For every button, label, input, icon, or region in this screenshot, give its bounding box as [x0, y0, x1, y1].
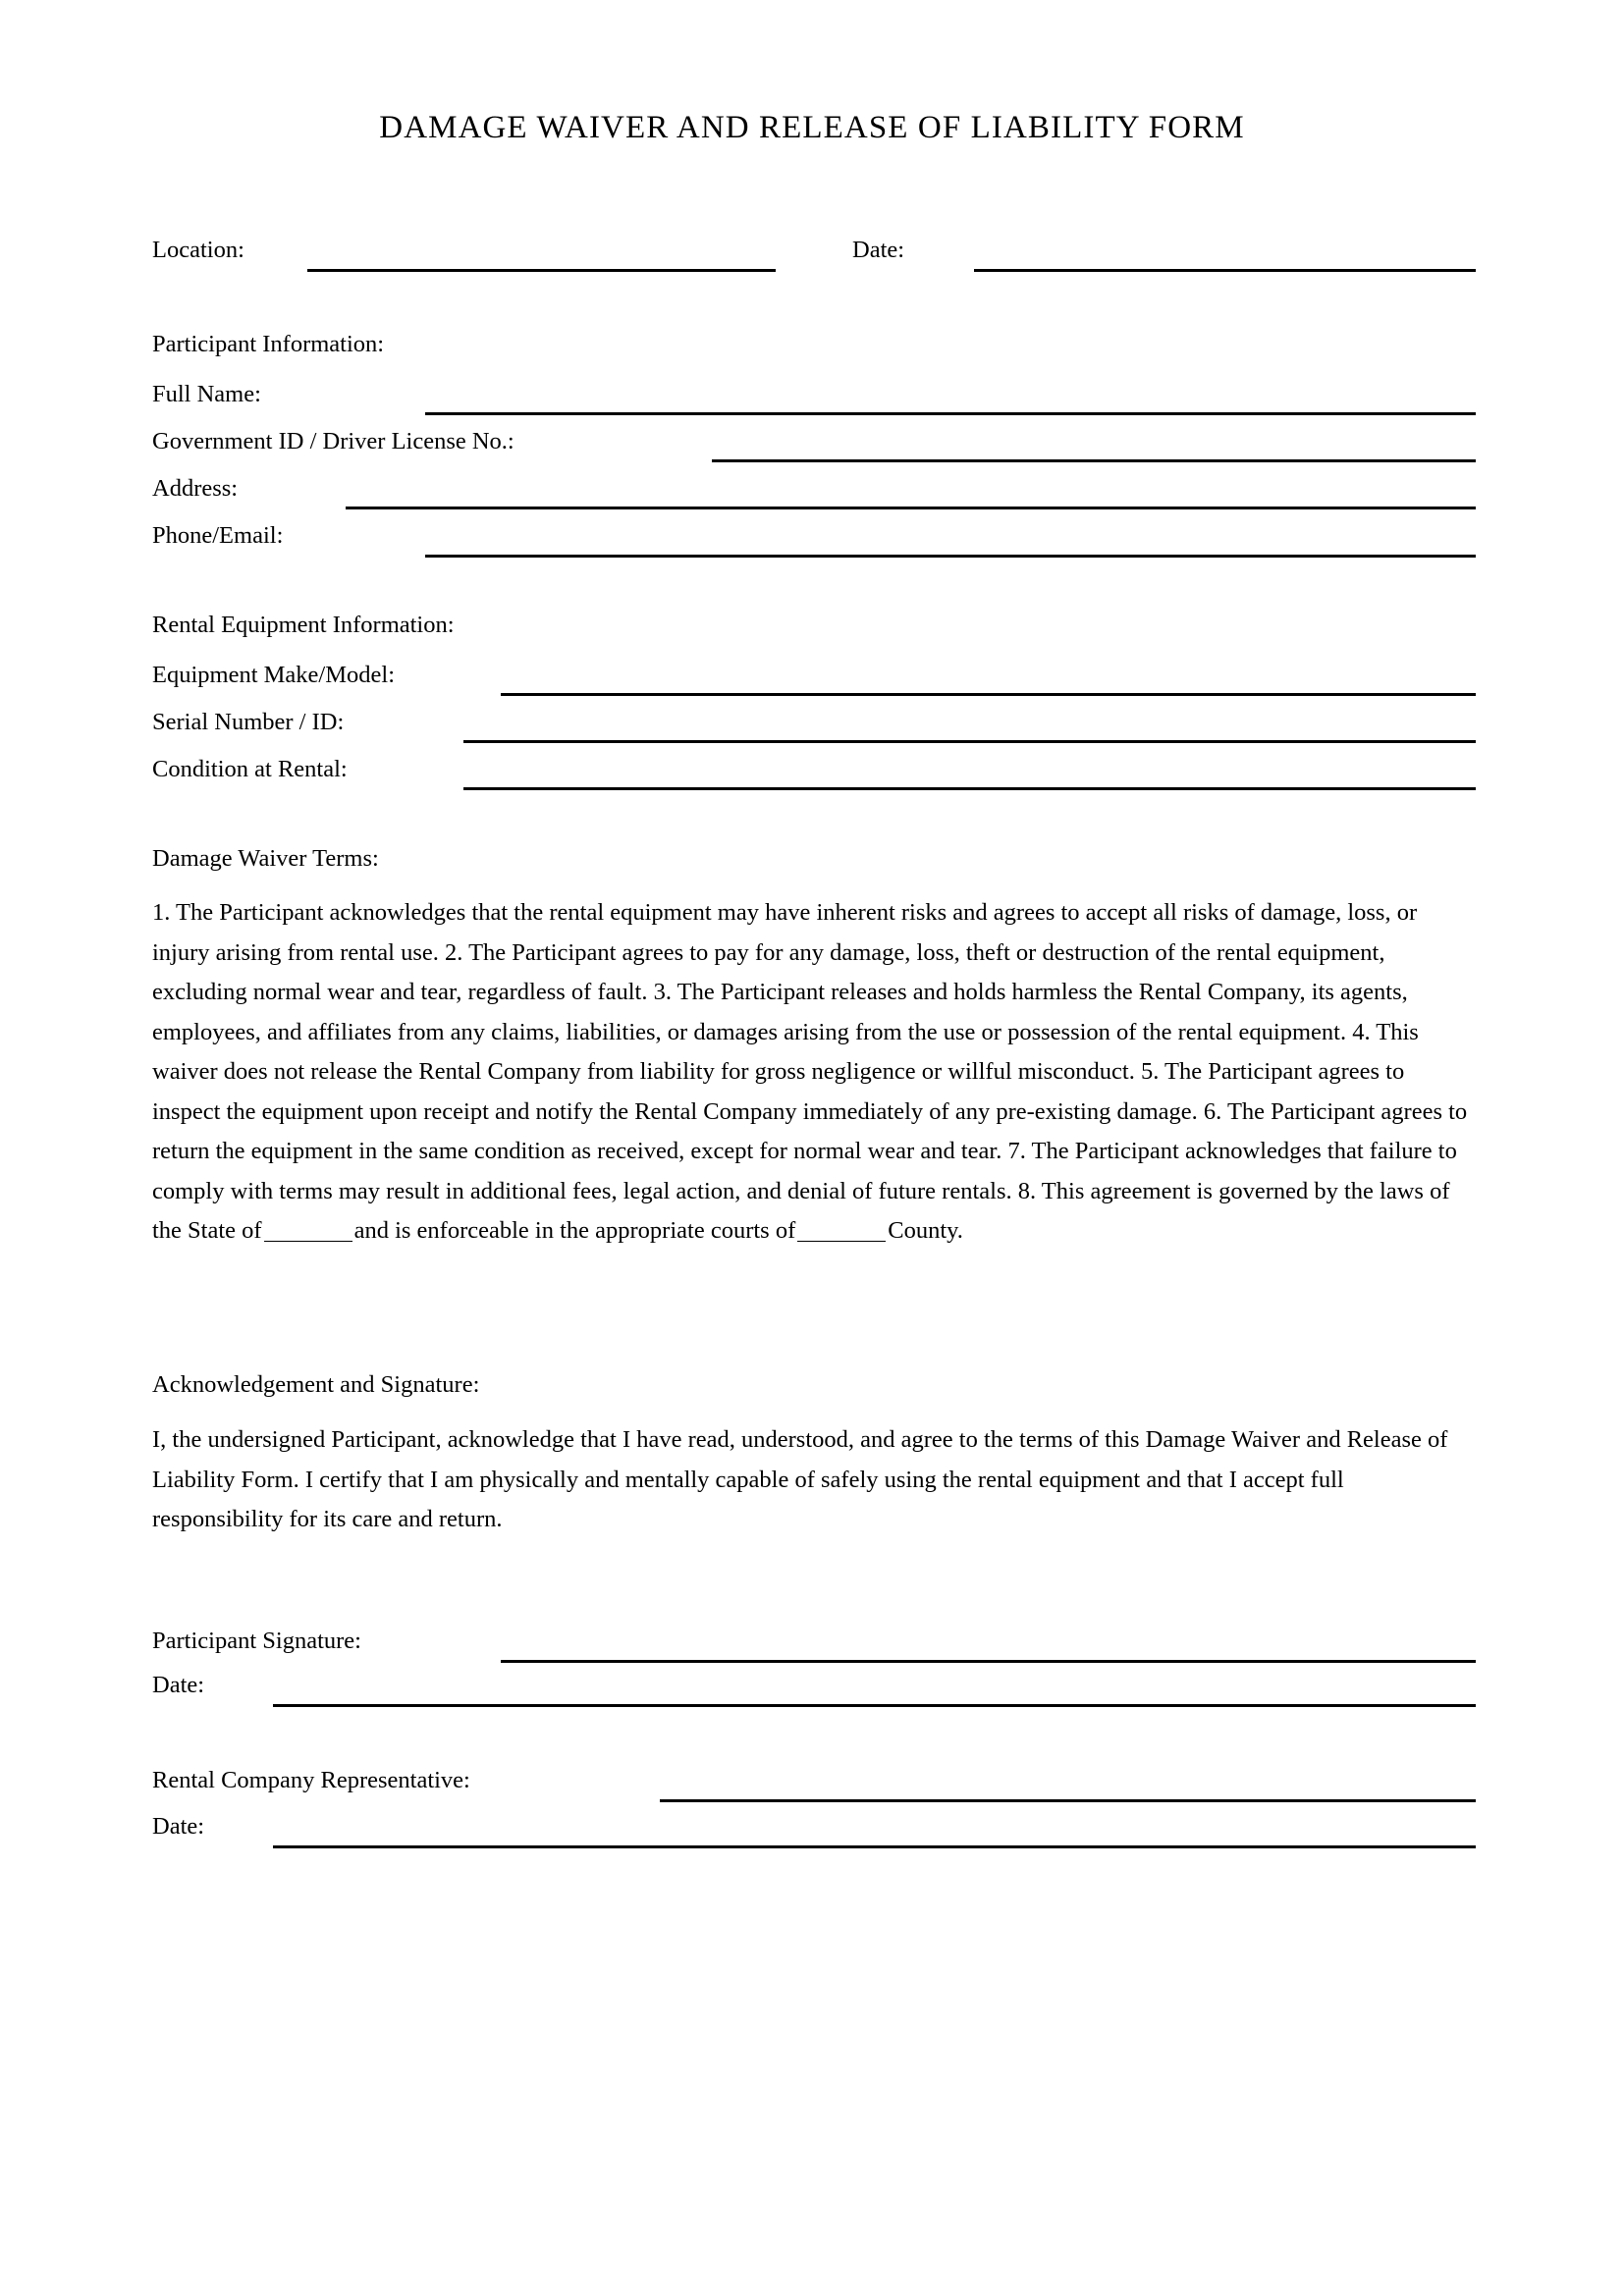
- serial-number-label: Serial Number / ID:: [152, 709, 345, 735]
- county-blank-field[interactable]: [797, 1216, 886, 1242]
- date-input-line[interactable]: [974, 269, 1476, 272]
- participant-signature-label: Participant Signature:: [152, 1628, 361, 1654]
- participant-information-heading: Participant Information:: [152, 331, 385, 357]
- address-label: Address:: [152, 475, 239, 502]
- equipment-make-model-input-line[interactable]: [501, 693, 1476, 696]
- rental-company-representative-label: Rental Company Representative:: [152, 1767, 470, 1793]
- terms-text-part-3: County.: [888, 1217, 963, 1244]
- acknowledgement-body: I, the undersigned Participant, acknowledge that I have read, understood, and agree to the terms of this Damage Waiver and Release of Liability Form. I certify that I am physically and mentally capable of safely using the rental equipment and that I accept full responsibility for its care and return.: [152, 1426, 1448, 1532]
- participant-signature-line[interactable]: [501, 1660, 1476, 1663]
- damage-waiver-terms-heading: Damage Waiver Terms:: [152, 845, 379, 872]
- representative-date-label: Date:: [152, 1813, 205, 1840]
- rental-equipment-information-heading: Rental Equipment Information:: [152, 612, 455, 638]
- location-label: Location:: [152, 237, 244, 263]
- government-id-input-line[interactable]: [712, 459, 1476, 462]
- full-name-label: Full Name:: [152, 381, 261, 407]
- full-name-input-line[interactable]: [425, 412, 1476, 415]
- state-blank-field[interactable]: [264, 1216, 352, 1242]
- equipment-make-model-label: Equipment Make/Model:: [152, 662, 395, 688]
- serial-number-input-line[interactable]: [463, 740, 1476, 743]
- phone-email-input-line[interactable]: [425, 555, 1476, 558]
- location-input-line[interactable]: [307, 269, 776, 272]
- rental-company-representative-line[interactable]: [660, 1799, 1476, 1802]
- terms-text-part-2: and is enforceable in the appropriate courts of: [353, 1217, 796, 1244]
- participant-date-label: Date:: [152, 1672, 205, 1698]
- date-label: Date:: [852, 237, 905, 263]
- terms-text-part-1: 1. The Participant acknowledges that the rental equipment may have inherent risks and agrees to accept all risks of damage, loss, or injury arising from rental use. 2. The Participant agrees to pay for any damage, loss, theft or destruction of the rental equipment, excluding normal wear and tear, regardless of fault. 3. The Participant releases and holds harmless the Rental Company, its agents, employees, and affiliates from any claims, liabilities, or damages arising from the use or possession of the rental equipment. 4. This waiver does not release the Rental Company from liability for gross negligence or willful misconduct. 5. The Participant agrees to inspect the equipment upon receipt and notify the Rental Company immediately of any pre-existing damage. 6. The Participant agrees to return the equipment in the same condition as received, except for normal wear and tear. 7. The Participant acknowledges that failure to comply with terms may result in additional fees, legal action, and denial of future rentals. 8. This agreement is governed by the laws of the State of: [152, 899, 1468, 1244]
- participant-date-line[interactable]: [273, 1704, 1476, 1707]
- acknowledgement-heading: Acknowledgement and Signature:: [152, 1371, 480, 1398]
- page-title: DAMAGE WAIVER AND RELEASE OF LIABILITY FORM: [379, 110, 1245, 145]
- damage-waiver-terms-body: [152, 893, 1476, 1252]
- representative-date-line[interactable]: [273, 1845, 1476, 1848]
- address-input-line[interactable]: [346, 507, 1476, 509]
- condition-at-rental-label: Condition at Rental:: [152, 756, 348, 782]
- government-id-label: Government ID / Driver License No.:: [152, 428, 514, 454]
- condition-at-rental-input-line[interactable]: [463, 787, 1476, 790]
- phone-email-label: Phone/Email:: [152, 522, 284, 549]
